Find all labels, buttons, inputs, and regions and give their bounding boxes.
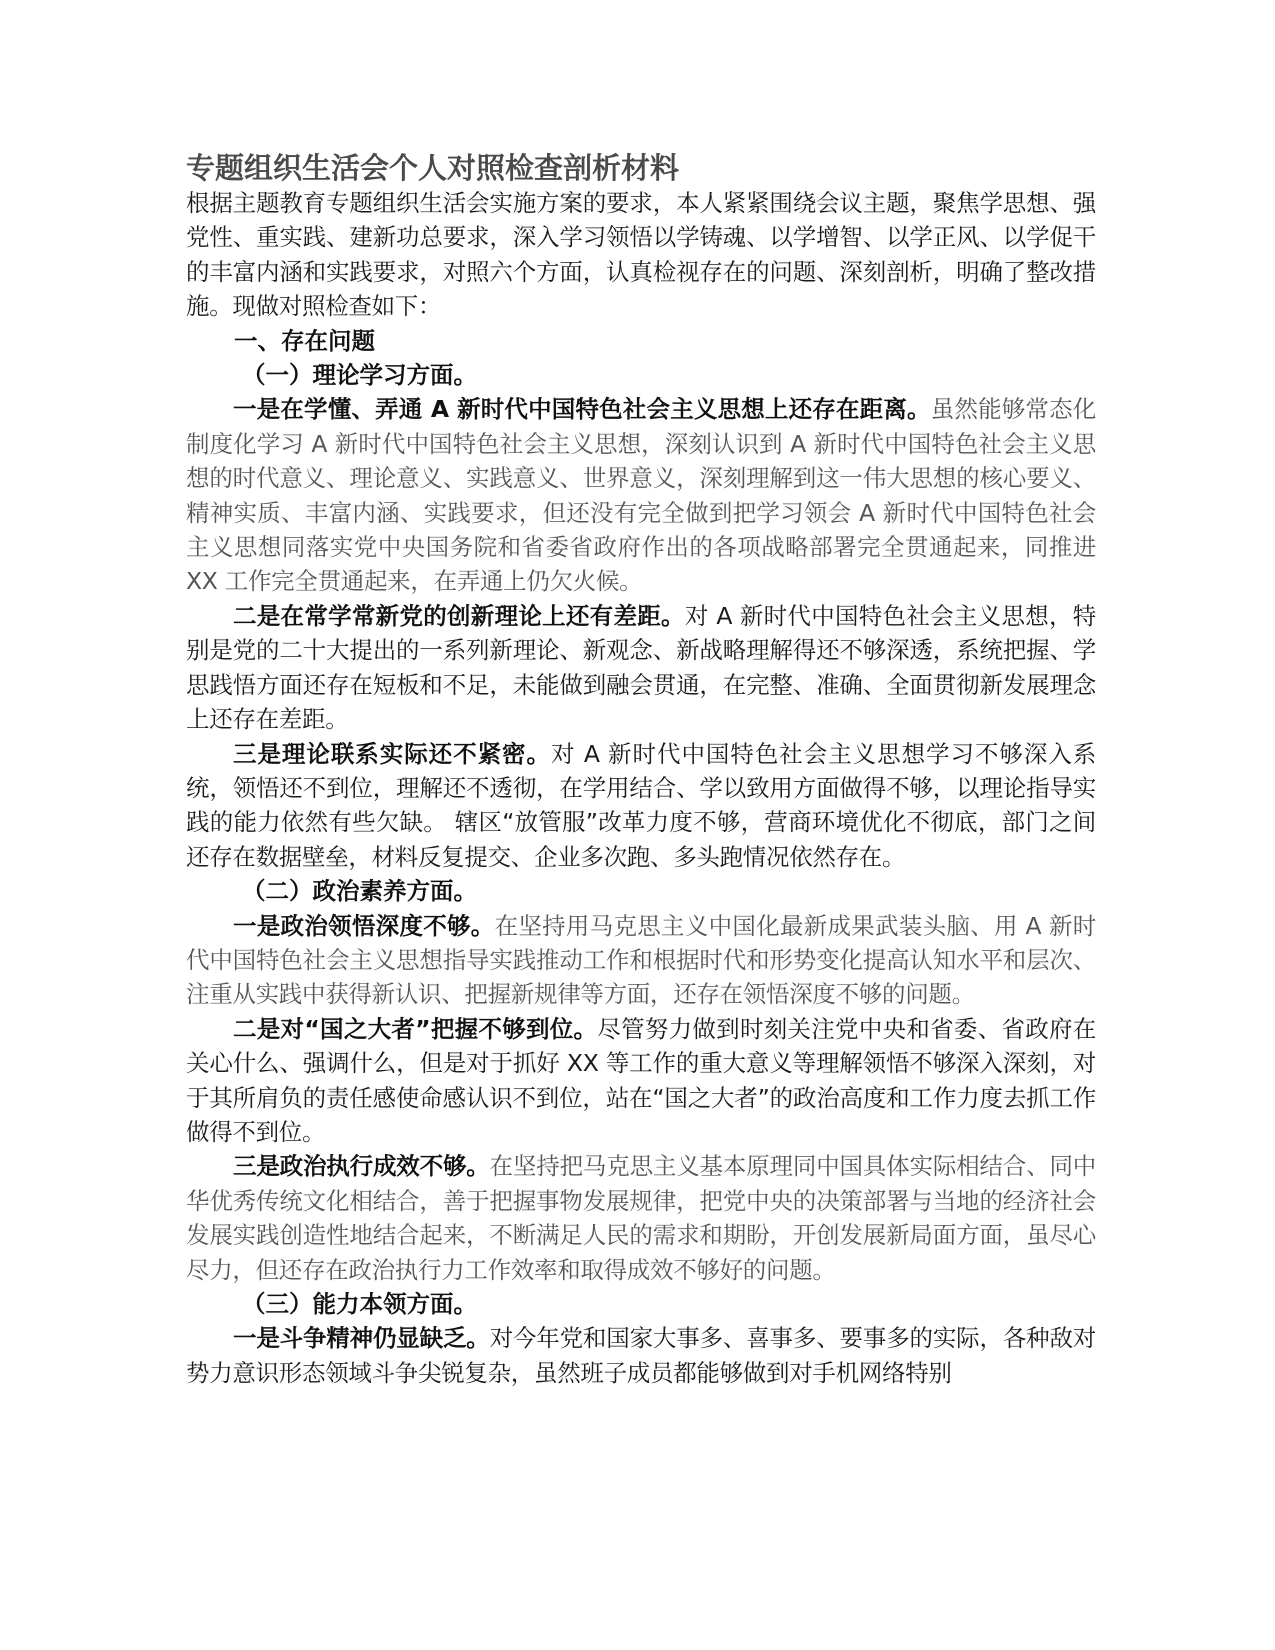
paragraph-body: 在坚持用马克思主义中国化最新成果武装头脑、用 A 新时代中国特色社会主义思想指导实践推动工作和根据时代和形势变化提高认知水平和层次、注重从实践中获得新认识、把握新规律等方面，还存在领悟深度不够的问题。 [186,911,1096,1009]
paragraph-body: 尽管努力做到时刻关注党中央和省委、省政府在关心什么、强调什么，但是对于抓好 XX 等工作的重大意义等理解领悟不够深入深刻，对于其所肩负的责任感使命感认识不到位，站在“国之大者”的政治高度和工作力度去抓工作做得不到位。 [186,1014,1096,1146]
paragraph-body: 对 A 新时代中国特色社会主义思想学习不够深入系统，领悟还不到位，理解还不透彻，在学用结合、学以致用方面做得不够，以理论指导实践的能力依然有些欠缺。 辖区“放管服”改革力度不够，营商环境优化不彻底，部门之间还存在数据壁垒，材料反复提交、企业多次跑、多头跑情况依然存在。 [186,739,1096,871]
paragraph-lead: 一是政治领悟深度不够。 [233,911,495,940]
subsection-heading-theory: （一）理论学习方面。 [242,361,477,390]
paragraph-body: 对今年党和国家大事多、喜事多、要事多的实际，各种敌对势力意识形态领域斗争尖锐复杂，虽然班子成员都能够做到对手机网络特别 [186,1324,1096,1387]
paragraph-politics-2 [186,1012,1096,1150]
paragraph-lead: 三是政治执行成效不够。 [233,1152,490,1181]
paragraph-body: 对 A 新时代中国特色社会主义思想，特别是党的二十大提出的一系列新理论、新观念、新战略理解得还不够深透，系统把握、学思践悟方面还存在短板和不足，未能做到融会贯通，在完整、准确、全面贯彻新发展理念上还存在差距。 [186,601,1096,734]
document-title: 专题组织生活会个人对照检查剖析材料 [186,151,680,185]
paragraph-body: 在坚持把马克思主义基本原理同中国具体实际相结合、同中华优秀传统文化相结合，善于把握事物发展规律，把党中央的决策部署与当地的经济社会发展实践创造性地结合起来，不断满足人民的需求和期盼，开创发展新局面方面，虽尽心尽力，但还存在政治执行力工作效率和取得成效不够好的问题。 [186,1152,1096,1284]
paragraph-theory-1 [186,392,1096,598]
paragraph-lead: 一是在学懂、弄通 A 新时代中国特色社会主义思想上还存在距离。 [233,395,931,424]
paragraph-lead: 三是理论联系实际还不紧密。 [233,739,551,768]
section-heading-problems: 一、存在问题 [234,326,375,355]
intro-paragraph: 根据主题教育专题组织生活会实施方案的要求，本人紧紧围绕会议主题，聚焦学思想、强党性、重实践、建新功总要求，深入学习领悟以学铸魂、以学增智、以学正风、以学促干的丰富内涵和实践要求，对照六个方面，认真检视存在的问题、深刻剖析，明确了整改措施。现做对照检查如下： [186,189,1096,321]
paragraph-politics-3 [186,1149,1096,1287]
document-page [186,150,1096,1390]
paragraph-body: 虽然能够常态化制度化学习 A 新时代中国特色社会主义思想，深刻认识到 A 新时代中国特色社会主义思想的时代意义、理论意义、实践意义、世界意义，深刻理解到这一伟大思想的核心要义、精神实质、丰富内涵、实践要求，但还没有完全做到把学习领会 A 新时代中国特色社会主义思想同落实党中央国务院和省委省政府作出的各项战略部署完全贯通起来，同推进 XX 工作完全贯通起来，在弄通上仍欠火候。 [186,395,1096,596]
paragraph-politics-1 [186,909,1096,1012]
paragraph-ability-1 [186,1321,1096,1390]
paragraph-theory-2 [186,599,1096,737]
subsection-heading-ability: （三）能力本领方面。 [242,1290,477,1318]
subsection-heading-politics: （二）政治素养方面。 [242,877,477,906]
paragraph-lead: 二是在常学常新党的创新理论上还有差距。 [233,601,685,630]
paragraph-theory-3 [186,737,1096,875]
paragraph-lead: 一是斗争精神仍显缺乏。 [233,1324,490,1353]
paragraph-lead: 二是对“国之大者”把握不够到位。 [233,1014,598,1043]
